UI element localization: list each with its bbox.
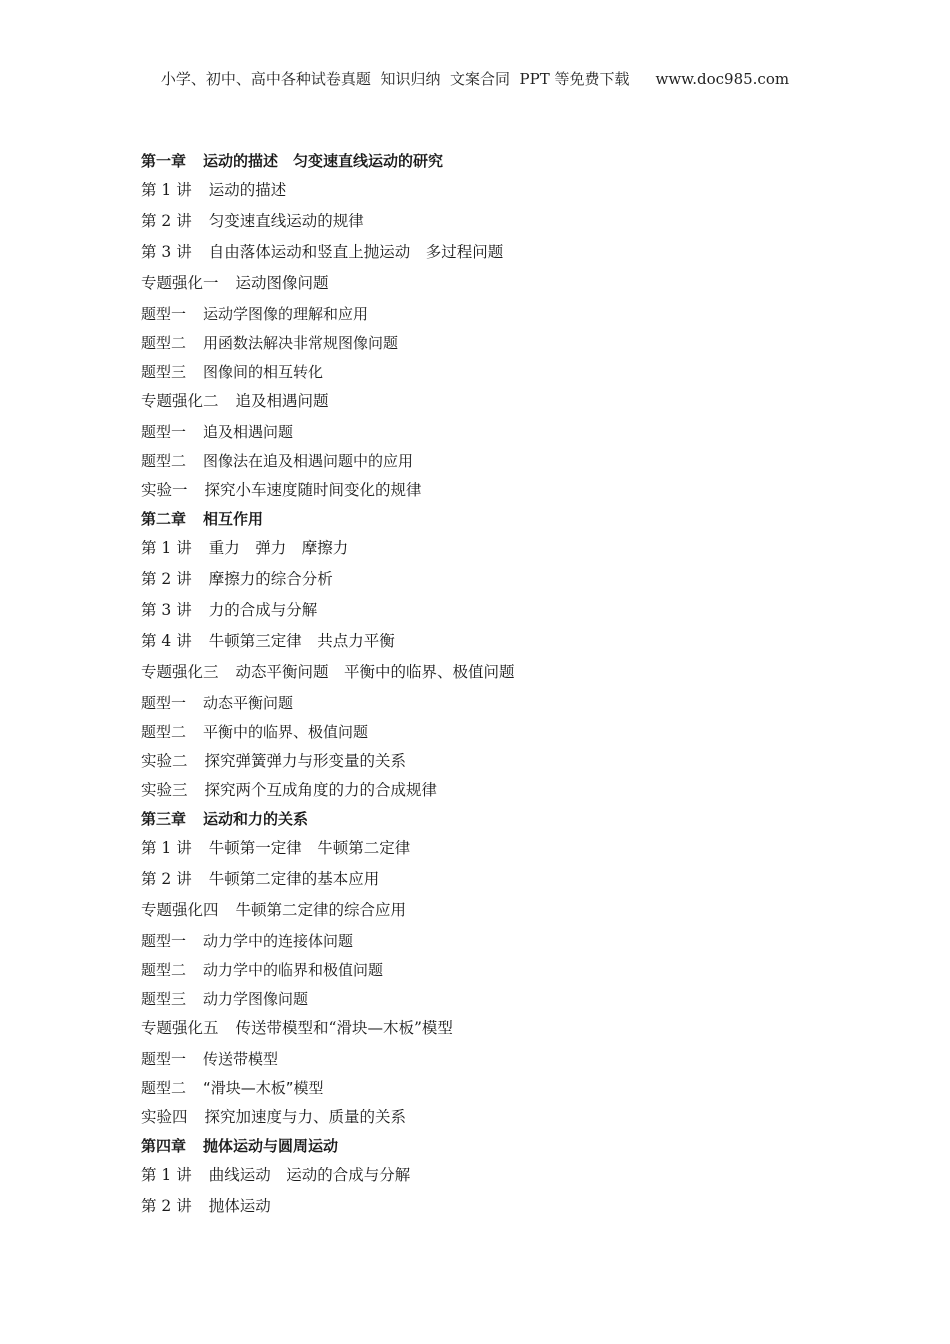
toc-entry bbox=[141, 537, 841, 568]
toc-entry-title: 抛体运动 bbox=[208, 1197, 271, 1215]
toc-entry-title: 动力学中的连接体问题 bbox=[203, 932, 354, 950]
toc-entry-number: 第 1 讲 bbox=[141, 839, 192, 857]
toc-entry-title: 用函数法解决非常规图像问题 bbox=[203, 334, 399, 352]
table-of-contents bbox=[141, 150, 841, 1226]
toc-entry-title: 动力学中的临界和极值问题 bbox=[203, 961, 384, 979]
toc-entry-title: 运动的描述 匀变速直线运动的研究 bbox=[203, 152, 444, 170]
toc-entry-title: 探究加速度与力、质量的关系 bbox=[204, 1108, 407, 1126]
toc-entry bbox=[141, 421, 841, 450]
toc-entry-number: 第 2 讲 bbox=[141, 870, 192, 888]
toc-entry-title: 牛顿第二定律的基本应用 bbox=[208, 870, 380, 888]
toc-entry-number: 第 2 讲 bbox=[141, 570, 192, 588]
toc-entry bbox=[141, 210, 841, 241]
toc-entry-title: 探究小车速度随时间变化的规律 bbox=[204, 481, 422, 499]
toc-entry bbox=[141, 837, 841, 868]
toc-entry bbox=[141, 361, 841, 390]
toc-entry-number: 专题强化四 bbox=[141, 901, 219, 919]
toc-entry-title: 运动学图像的理解和应用 bbox=[203, 305, 369, 323]
toc-entry bbox=[141, 479, 841, 508]
page-header bbox=[0, 68, 950, 89]
toc-entry-number: 第 1 讲 bbox=[141, 1166, 192, 1184]
toc-entry-title: 自由落体运动和竖直上抛运动 多过程问题 bbox=[208, 243, 504, 261]
header-text: 小学、初中、高中各种试卷真题 知识归纳 文案合同 PPT 等免费下载 bbox=[160, 70, 630, 88]
toc-entry-number: 第 3 讲 bbox=[141, 601, 192, 619]
toc-entry-number: 题型一 bbox=[141, 932, 187, 950]
toc-entry-number: 第四章 bbox=[141, 1137, 187, 1155]
toc-entry-title: 图像法在追及相遇问题中的应用 bbox=[203, 452, 414, 470]
toc-entry bbox=[141, 721, 841, 750]
toc-entry-title: 牛顿第一定律 牛顿第二定律 bbox=[208, 839, 411, 857]
toc-entry-title: 重力 弹力 摩擦力 bbox=[208, 539, 349, 557]
toc-entry bbox=[141, 899, 841, 930]
toc-entry bbox=[141, 1195, 841, 1226]
toc-entry-number: 第 2 讲 bbox=[141, 212, 192, 230]
toc-entry-number: 实验三 bbox=[141, 781, 188, 799]
toc-entry-title: 牛顿第三定律 共点力平衡 bbox=[208, 632, 395, 650]
toc-entry bbox=[141, 661, 841, 692]
toc-entry-number: 第 3 讲 bbox=[141, 243, 192, 261]
header-site: www.doc985.com bbox=[655, 70, 790, 88]
toc-entry-number: 题型二 bbox=[141, 1079, 187, 1097]
toc-entry bbox=[141, 1164, 841, 1195]
toc-entry-title: 追及相遇问题 bbox=[203, 423, 294, 441]
toc-entry bbox=[141, 1048, 841, 1077]
toc-entry bbox=[141, 390, 841, 421]
toc-entry-number: 题型三 bbox=[141, 363, 187, 381]
toc-entry-title: 传送带模型和“滑块—木板”模型 bbox=[235, 1019, 453, 1037]
toc-entry-number: 第 2 讲 bbox=[141, 1197, 192, 1215]
toc-entry-number: 题型一 bbox=[141, 305, 187, 323]
toc-entry-number: 题型一 bbox=[141, 1050, 187, 1068]
toc-entry-number: 题型二 bbox=[141, 723, 187, 741]
toc-entry-number: 专题强化一 bbox=[141, 274, 219, 292]
toc-entry-title: 匀变速直线运动的规律 bbox=[208, 212, 364, 230]
toc-entry-title: 探究两个互成角度的力的合成规律 bbox=[204, 781, 438, 799]
toc-entry-title: 运动和力的关系 bbox=[203, 810, 309, 828]
toc-entry-title: 运动的描述 bbox=[208, 181, 287, 199]
toc-entry bbox=[141, 332, 841, 361]
toc-entry bbox=[141, 988, 841, 1017]
toc-entry-number: 实验一 bbox=[141, 481, 188, 499]
toc-entry-title: 运动图像问题 bbox=[235, 274, 329, 292]
toc-entry bbox=[141, 599, 841, 630]
toc-entry bbox=[141, 808, 841, 837]
toc-entry bbox=[141, 868, 841, 899]
toc-entry-number: 题型二 bbox=[141, 334, 187, 352]
toc-entry bbox=[141, 1135, 841, 1164]
toc-entry-title: 动力学图像问题 bbox=[203, 990, 309, 1008]
toc-entry-title: 追及相遇问题 bbox=[235, 392, 329, 410]
toc-entry-title: 动态平衡问题 bbox=[203, 694, 294, 712]
toc-entry-title: 探究弹簧弹力与形变量的关系 bbox=[204, 752, 407, 770]
toc-entry-title: 传送带模型 bbox=[203, 1050, 279, 1068]
toc-entry-number: 题型三 bbox=[141, 990, 187, 1008]
toc-entry-number: 第一章 bbox=[141, 152, 187, 170]
toc-entry bbox=[141, 1106, 841, 1135]
toc-entry-number: 题型二 bbox=[141, 961, 187, 979]
toc-entry bbox=[141, 959, 841, 988]
toc-entry-number: 专题强化二 bbox=[141, 392, 219, 410]
toc-entry bbox=[141, 930, 841, 959]
toc-entry-number: 第 1 讲 bbox=[141, 539, 192, 557]
toc-entry-number: 题型一 bbox=[141, 423, 187, 441]
toc-entry bbox=[141, 241, 841, 272]
toc-entry-title: 平衡中的临界、极值问题 bbox=[203, 723, 369, 741]
toc-entry bbox=[141, 450, 841, 479]
toc-entry-number: 第二章 bbox=[141, 510, 187, 528]
toc-entry-number: 题型二 bbox=[141, 452, 187, 470]
toc-entry-title: 动态平衡问题 平衡中的临界、极值问题 bbox=[235, 663, 515, 681]
toc-entry-title: 力的合成与分解 bbox=[208, 601, 318, 619]
toc-entry bbox=[141, 179, 841, 210]
toc-entry bbox=[141, 568, 841, 599]
toc-entry bbox=[141, 750, 841, 779]
toc-entry-number: 第三章 bbox=[141, 810, 187, 828]
toc-entry bbox=[141, 630, 841, 661]
toc-entry-title: “滑块—木板”模型 bbox=[203, 1079, 324, 1097]
toc-entry-number: 第 1 讲 bbox=[141, 181, 192, 199]
toc-entry-title: 牛顿第二定律的综合应用 bbox=[235, 901, 407, 919]
toc-entry-title: 摩擦力的综合分析 bbox=[208, 570, 333, 588]
toc-entry bbox=[141, 1017, 841, 1048]
toc-entry-title: 抛体运动与圆周运动 bbox=[203, 1137, 339, 1155]
toc-entry-number: 实验四 bbox=[141, 1108, 188, 1126]
toc-entry-title: 曲线运动 运动的合成与分解 bbox=[208, 1166, 411, 1184]
toc-entry bbox=[141, 1077, 841, 1106]
toc-entry-title: 相互作用 bbox=[203, 510, 264, 528]
toc-entry bbox=[141, 303, 841, 332]
toc-entry bbox=[141, 150, 841, 179]
toc-entry-number: 专题强化三 bbox=[141, 663, 219, 681]
toc-entry bbox=[141, 272, 841, 303]
toc-entry bbox=[141, 692, 841, 721]
toc-entry bbox=[141, 779, 841, 808]
toc-entry-number: 实验二 bbox=[141, 752, 188, 770]
toc-entry-number: 题型一 bbox=[141, 694, 187, 712]
toc-entry-number: 专题强化五 bbox=[141, 1019, 219, 1037]
toc-entry bbox=[141, 508, 841, 537]
toc-entry-number: 第 4 讲 bbox=[141, 632, 192, 650]
toc-entry-title: 图像间的相互转化 bbox=[203, 363, 324, 381]
